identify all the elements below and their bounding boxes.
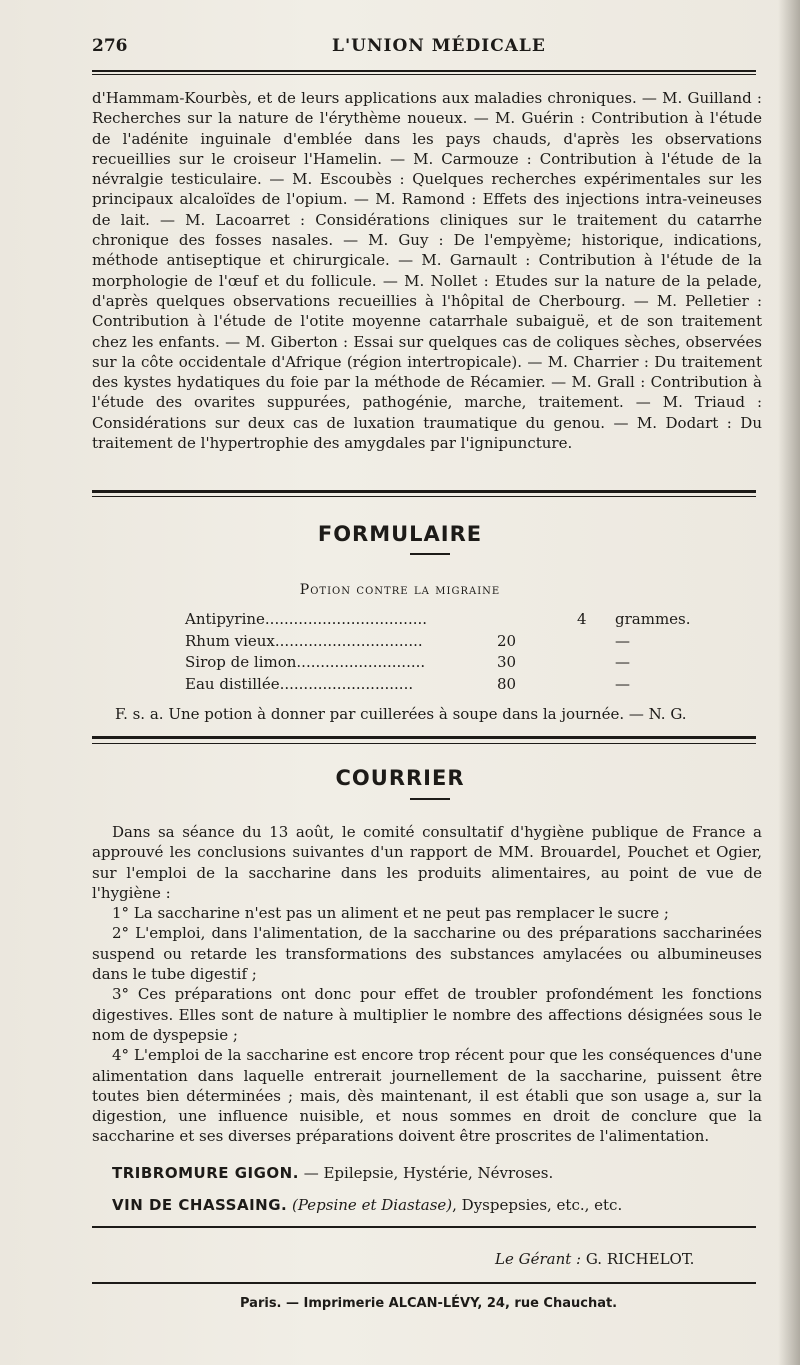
- theses-text: d'Hammam-Kourbès, et de leurs applications aux maladies chroniques. — M. Guilland : Recherches sur la nature de l'érythème noueux. — M. Guérin : Contribution à l'étude de l'adénite inguinale d'emblée dans les pays chauds, d'après les observations recueillies sur le croiseur l'Hamelin. — M. Carmouze : Contribution à l'étude de la névralgie testiculaire. — M. Escoubès : Quelques recherches expérimentales sur les principaux alcaloïdes de l'opium. — M. Ramond : Effets des injections intra-veineuses de lait. — M. Lacoarret : Considérations cliniques sur le traitement du catarrhe chronique des fosses nasales. — M. Guy : De l'empyème; historique, indications, méthode antiseptique et chirurgicale. — M. Garnault : Contribution à l'étude de la morphologie de l'œuf et du follicule. — M. Nollet : Etudes sur la nature de la pelade, d'après quelques observations recueillies à l'hôpital de Cherbourg. — M. Pelletier : Contribution à l'étude de l'otite moyenne catarrhale subaiguë, et de son traitement chez les enfants. — M. Giberton : Essai sur quelques cas de coliques sèches, observées sur la côte occidentale d'Afrique (région intertropicale). — M. Charrier : Du traitement des kystes hydatiques du foie par la méthode de Récamier. — M. Grall : Contribution à l'étude des ovarites suppurées, pathogénie, marche, traitement. — M. Triaud : Considérations sur deux cas de luxation traumatique du genou. — M. Dodart : Du traitement de l'hypertrophie des amygdales par l'ignipuncture.: [92, 89, 762, 453]
- section-separator-thin: [92, 743, 756, 744]
- ingredient-dots: ...........................: [296, 653, 426, 671]
- gerant-signature: [495, 1250, 694, 1268]
- ingredient-dots: ..................................: [264, 610, 428, 628]
- page-number: 276: [92, 36, 128, 56]
- gerant-name: G. RICHELOT.: [581, 1250, 695, 1268]
- ingredient-row: [185, 610, 691, 632]
- ingredient-dots: ...............................: [274, 631, 423, 650]
- ingredient-row: [185, 675, 685, 697]
- formula-note: F. s. a. Une potion à donner par cuillerées à soupe dans la journée. — N. G.: [115, 705, 687, 723]
- courrier-point: 4° L'emploi de la saccharine est encore trop récent pour que les conséquences d'une alimentation dans laquelle entrerait journellement de la saccharine, puissent être toutes bien déterminées ; mais, dès maintenant, il est établi que son usage a, sur la digestion, une influence nuisible, et nous sommes en droit de conclure que la saccharine et ses diverses préparations doivent être proscrites de l'alimentation.: [92, 1046, 762, 1146]
- ingredient-name: Sirop de limon: [185, 653, 297, 671]
- running-title: L'UNION MÉDICALE: [332, 36, 546, 56]
- ingredient-row: [185, 653, 685, 675]
- courrier-point: 3° Ces préparations ont donc pour effet de troubler profondément les fonctions digestives. Elles sont de nature à multiplier le nombre des affections désignées sous le nom de dyspepsie ;: [92, 985, 762, 1044]
- courrier-intro: Dans sa séance du 13 août, le comité consultatif d'hygiène publique de France a approuvé les conclusions suivantes d'un rapport de MM. Brouardel, Pouchet et Ogier, sur l'emploi de la saccharine dans les produits alimentaires, au point de vue de l'hygiène :: [92, 823, 762, 902]
- ad-brand: VIN DE CHASSAING.: [112, 1196, 288, 1214]
- ingredient-unit: —: [615, 653, 630, 671]
- printer-imprint: Paris. — Imprimerie ALCAN-LÉVY, 24, rue Chauchat.: [240, 1296, 618, 1311]
- ad-text: — Epilepsie, Hystérie, Névroses.: [298, 1164, 554, 1182]
- ingredient-name: Eau distillée: [185, 674, 280, 693]
- section-separator: [92, 490, 756, 493]
- ingredient-qty: 30: [497, 653, 517, 671]
- courrier-body: [92, 822, 762, 1147]
- potion-title: Potion contre la migraine: [299, 582, 501, 598]
- ingredient-unit: —: [615, 631, 630, 650]
- gerant-label: Le Gérant :: [495, 1250, 582, 1268]
- ingredient-name: Rhum vieux: [185, 631, 275, 650]
- footer-rule: [92, 1226, 756, 1228]
- ad-text: , Dyspepsies, etc., etc.: [452, 1196, 623, 1214]
- courrier-point: 1° La saccharine n'est pas un aliment et ne peut pas remplacer le sucre ;: [112, 904, 669, 923]
- section-separator: [92, 736, 756, 739]
- courrier-point: 2° L'emploi, dans l'alimentation, de la saccharine ou des préparations saccharinées suspend ou retarde les transformations des substances amylacées ou albumineuses dans le tube digestif ;: [92, 924, 762, 984]
- advertisement: [112, 1164, 553, 1182]
- ingredient-unit: grammes.: [615, 610, 691, 628]
- ingredient-qty: 20: [497, 631, 517, 650]
- ingredient-qty: 80: [497, 674, 517, 693]
- formulaire-title: FORMULAIRE: [317, 522, 483, 546]
- header-rule-thin: [92, 74, 756, 75]
- advertisement: [112, 1196, 622, 1214]
- ingredient-row: [185, 632, 685, 654]
- header-rule: [92, 70, 756, 72]
- ad-italic: (Pepsine et Diastase): [292, 1196, 453, 1214]
- footer-rule: [92, 1282, 756, 1284]
- page-header: [92, 36, 752, 62]
- ingredient-dots: ............................: [279, 674, 414, 693]
- formulaire-title-underline: [410, 553, 450, 555]
- ingredient-qty: 4: [577, 610, 587, 628]
- section-separator-thin: [92, 496, 756, 497]
- ad-brand: TRIBROMURE GIGON.: [112, 1164, 299, 1182]
- page-edge-shadow: [778, 0, 800, 1365]
- ingredient-name: Antipyrine: [185, 610, 265, 628]
- ingredient-list: [185, 610, 691, 696]
- courrier-title: COURRIER: [335, 766, 465, 790]
- ingredient-unit: —: [615, 674, 630, 693]
- courrier-title-underline: [410, 798, 450, 800]
- theses-paragraph: [92, 88, 762, 453]
